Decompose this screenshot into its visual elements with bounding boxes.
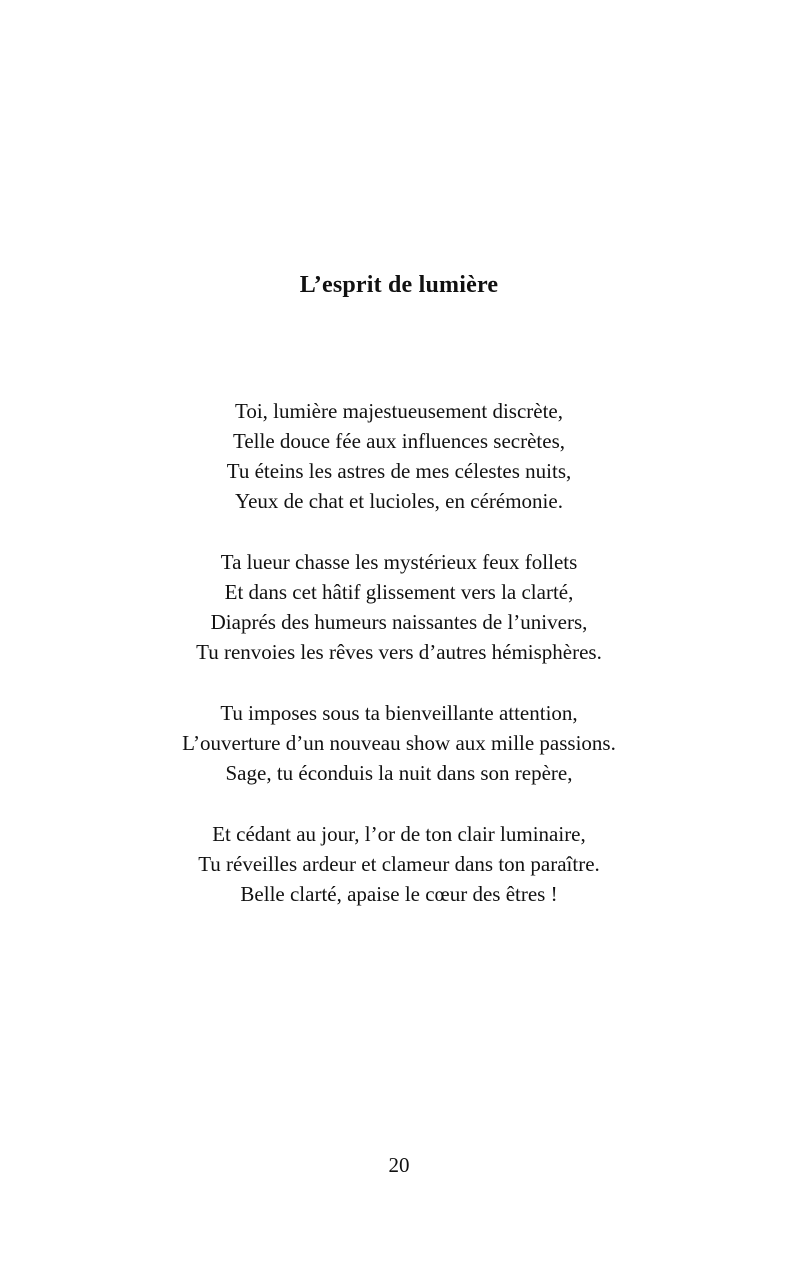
poem-line: Ta lueur chasse les mystérieux feux follets [220,550,578,574]
stanza-1 [0,396,798,516]
poem-line: Telle douce fée aux influences secrètes, [232,429,566,453]
poem-line: L’ouverture d’un nouveau show aux mille passions. [182,731,616,755]
stanza-3 [0,698,798,788]
poem-body [0,396,798,940]
stanza-2 [0,547,798,667]
poem-line: Et cédant au jour, l’or de ton clair luminaire, [212,822,586,846]
poem-title: L’esprit de lumière [299,272,499,298]
poem-line: Toi, lumière majestueusement discrète, [234,399,563,423]
poem-line: Yeux de chat et lucioles, en cérémonie. [235,489,563,513]
stanza-4 [0,819,798,909]
poem-line: Sage, tu éconduis la nuit dans son repère, [225,761,573,785]
poem-line: Belle clarté, apaise le cœur des êtres ! [240,882,558,906]
poem-line: Tu éteins les astres de mes célestes nuits, [226,459,572,483]
poem-line: Tu renvoies les rêves vers d’autres hémisphères. [196,640,602,664]
poem-line: Tu imposes sous ta bienveillante attention, [220,701,578,725]
poem-line: Et dans cet hâtif glissement vers la clarté, [224,580,574,604]
poem-line: Diaprés des humeurs naissantes de l’univers, [210,610,588,634]
poem-line: Tu réveilles ardeur et clameur dans ton paraître. [198,852,600,876]
page-number: 20 [388,1153,410,1177]
